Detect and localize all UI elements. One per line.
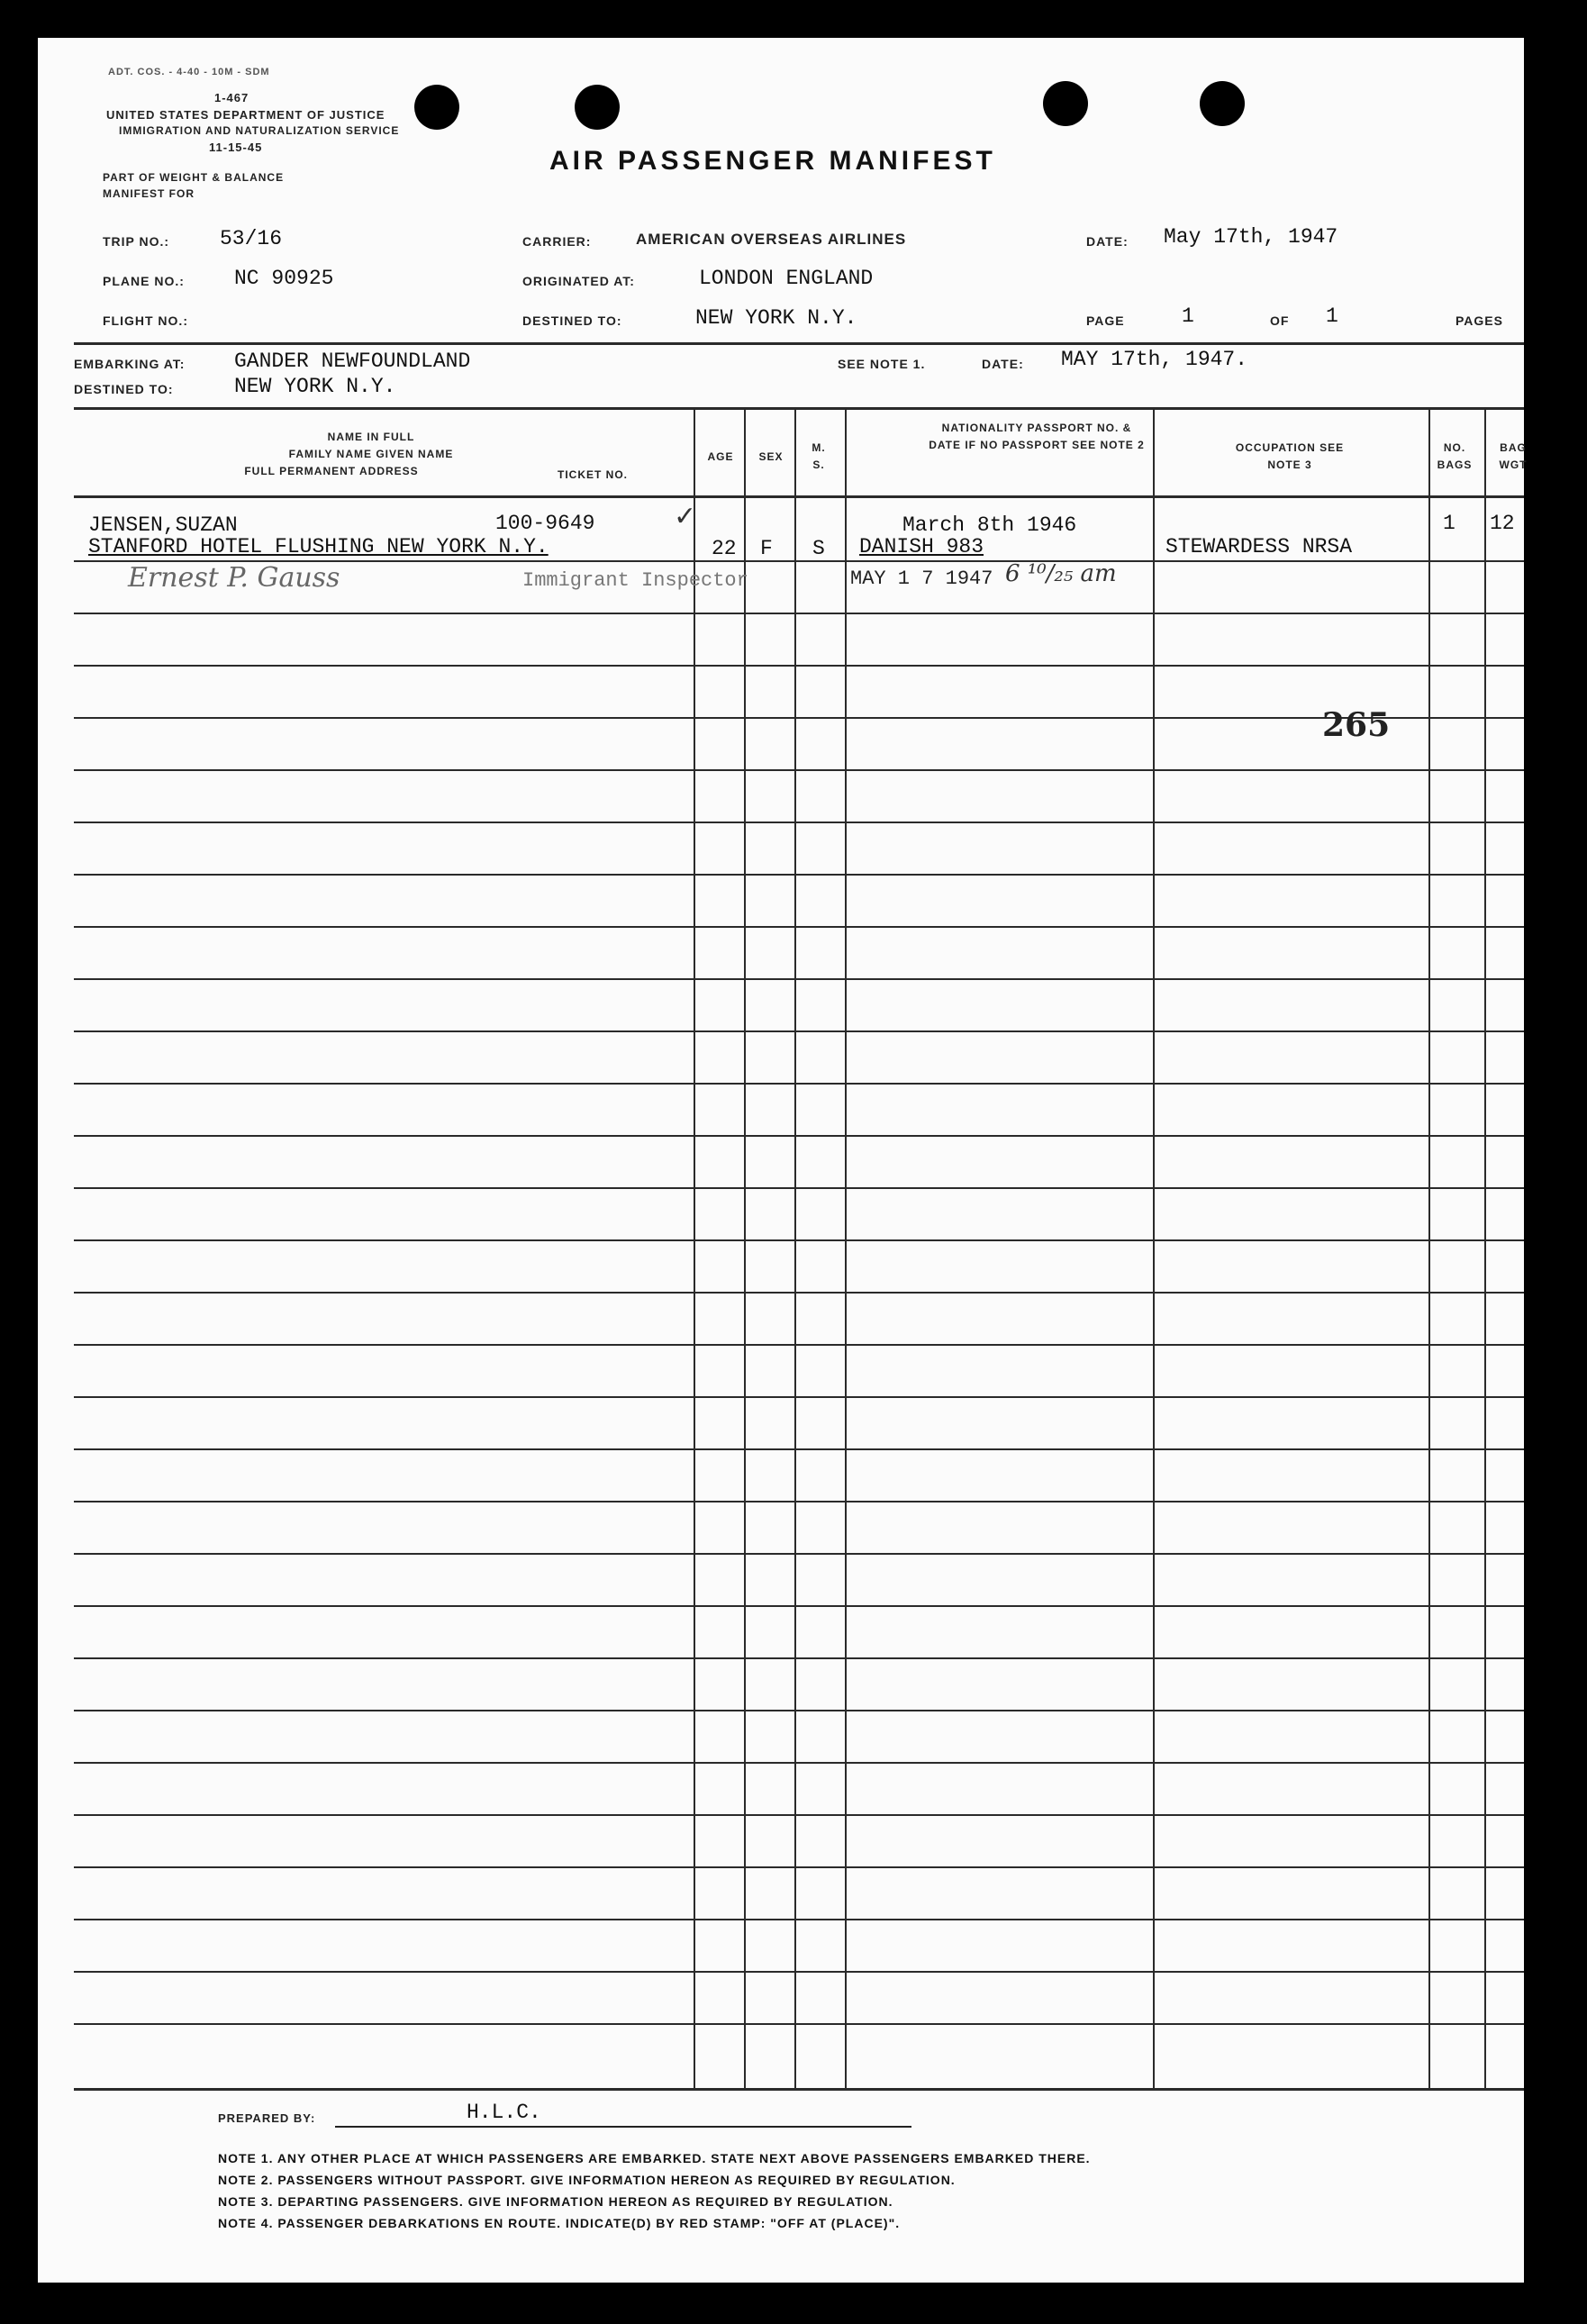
header-ticket: TICKET NO. <box>558 468 628 481</box>
of-value: 1 <box>1326 304 1338 328</box>
prepared-line <box>335 2126 911 2128</box>
row-line <box>74 1083 1524 1085</box>
row-line <box>74 1553 1524 1555</box>
passenger-occupation: STEWARDESS NRSA <box>1165 535 1353 558</box>
table-header-bottom-border <box>74 495 1524 498</box>
header-ms: M. S. <box>812 441 826 471</box>
embarking-label: EMBARKING AT: <box>74 357 186 371</box>
row-line <box>74 1971 1524 1973</box>
page-title: AIR PASSENGER MANIFEST <box>549 146 996 176</box>
passenger-sex: F <box>760 537 773 560</box>
column-divider <box>694 407 695 2090</box>
form-number: 1-467 <box>214 91 249 104</box>
header-sex: SEX <box>758 450 784 463</box>
form-date: 11-15-45 <box>209 141 263 154</box>
row-line <box>74 1396 1524 1398</box>
header-bags: NO. BAGS <box>1437 441 1473 471</box>
row-line <box>74 1501 1524 1502</box>
checkmark-icon: ✓ <box>674 502 697 531</box>
header-nationality: NATIONALITY PASSPORT NO. & DATE IF NO PASSPORT SEE NOTE 2 <box>929 422 1145 451</box>
destination-value: NEW YORK N.Y. <box>695 306 857 330</box>
passenger-nationality: DANISH 983 <box>859 535 984 558</box>
passenger-age: 22 <box>712 537 737 560</box>
punch-hole <box>575 85 620 130</box>
pages-label: PAGES <box>1456 313 1503 328</box>
header-age: AGE <box>707 450 734 463</box>
passenger-ticket: 100-9649 <box>495 512 595 535</box>
header-name <box>146 429 596 463</box>
row-line <box>74 822 1524 823</box>
row-line <box>74 1657 1524 1659</box>
header-occupation: OCCUPATION SEE NOTE 3 <box>1235 441 1345 471</box>
column-divider <box>1484 407 1486 2090</box>
destined-label: DESTINED TO: <box>74 382 174 396</box>
passenger-name: JENSEN,SUZAN <box>88 513 238 537</box>
date-label: DATE: <box>1086 234 1129 249</box>
punch-hole <box>1200 81 1245 126</box>
table-top-border <box>74 407 1524 410</box>
passport-date: March 8th 1946 <box>902 513 1077 537</box>
prepared-label: PREPARED BY: <box>218 2111 316 2125</box>
prepared-value: H.L.C. <box>467 2101 541 2124</box>
row-line <box>74 769 1524 771</box>
column-divider <box>794 407 796 2090</box>
of-label: OF <box>1270 313 1290 328</box>
carrier-label: CARRIER: <box>522 234 592 249</box>
row-line <box>74 1710 1524 1711</box>
date2-label: DATE: <box>982 357 1024 371</box>
row-line <box>74 1239 1524 1241</box>
row-line <box>74 1448 1524 1450</box>
row-line <box>74 1762 1524 1764</box>
row-line <box>74 1605 1524 1607</box>
weight-balance-line1: PART OF WEIGHT & BALANCE <box>103 171 285 184</box>
row-line <box>74 978 1524 980</box>
header-address: FULL PERMANENT ADDRESS <box>244 465 419 477</box>
note-3: NOTE 3. DEPARTING PASSENGERS. GIVE INFORMATION HEREON AS REQUIRED BY REGULATION. <box>218 2194 893 2209</box>
header-divider <box>74 342 1524 345</box>
inspector-stamp-label: Immigrant Inspector <box>522 569 748 592</box>
see-note-1: SEE NOTE 1. <box>838 357 926 371</box>
column-divider <box>744 407 746 2090</box>
row-line <box>74 1919 1524 1920</box>
note-1: NOTE 1. ANY OTHER PLACE AT WHICH PASSENGERS ARE EMBARKED. STATE NEXT ABOVE PASSENGERS EMBARKED THERE. <box>218 2151 1091 2165</box>
header-bag-weight: BAG WGT <box>1499 441 1528 471</box>
row-line <box>74 874 1524 876</box>
header-name-title: NAME IN FULL <box>327 431 415 443</box>
row-line <box>74 665 1524 667</box>
form-code: ADT. COS. - 4-40 - 10M - SDM <box>108 67 270 77</box>
column-divider <box>1153 407 1155 2090</box>
passenger-address: STANFORD HOTEL FLUSHING NEW YORK N.Y. <box>88 535 549 558</box>
bags-count: 1 <box>1443 512 1456 535</box>
row-line <box>74 1030 1524 1032</box>
punch-hole <box>1043 81 1088 126</box>
header-name-sub: FAMILY NAME GIVEN NAME <box>288 448 454 460</box>
page-value: 1 <box>1182 304 1194 328</box>
plane-value: NC 90925 <box>234 267 334 290</box>
row-line <box>74 1344 1524 1346</box>
page-label: PAGE <box>1086 313 1125 328</box>
row-line <box>74 926 1524 928</box>
punch-hole <box>414 85 459 130</box>
note-2: NOTE 2. PASSENGERS WITHOUT PASSPORT. GIVE INFORMATION HEREON AS REQUIRED BY REGULATION. <box>218 2173 956 2187</box>
trip-value: 53/16 <box>220 227 283 250</box>
destined-value: NEW YORK N.Y. <box>234 375 396 398</box>
passenger-marital-status: S <box>812 537 825 560</box>
inspector-hand-note: 6 ¹⁰/₂₅ am <box>1005 560 1117 587</box>
manifest-number: 265 <box>1322 706 1391 744</box>
manifest-page <box>38 38 1528 2283</box>
flight-label: FLIGHT NO.: <box>103 313 188 328</box>
origin-label: ORIGINATED AT: <box>522 274 635 288</box>
row-line <box>74 1814 1524 1816</box>
row-line <box>74 613 1524 614</box>
row-line <box>74 1866 1524 1868</box>
row-line <box>74 1135 1524 1137</box>
row-line <box>74 717 1524 719</box>
weight-balance-line2: MANIFEST FOR <box>103 187 195 200</box>
destination-label: DESTINED TO: <box>522 313 622 328</box>
bag-weight: 12 <box>1490 512 1515 535</box>
row-line <box>74 1187 1524 1189</box>
service-name: IMMIGRATION AND NATURALIZATION SERVICE <box>119 124 400 137</box>
embarking-value: GANDER NEWFOUNDLAND <box>234 350 471 373</box>
inspector-signature: Ernest P. Gauss <box>128 562 340 594</box>
inspector-stamp-date: MAY 1 7 1947 <box>850 567 993 590</box>
plane-label: PLANE NO.: <box>103 274 185 288</box>
origin-value: LONDON ENGLAND <box>699 267 874 290</box>
table-bottom-border <box>74 2088 1524 2091</box>
trip-label: TRIP NO.: <box>103 234 170 249</box>
date-value: May 17th, 1947 <box>1164 225 1338 249</box>
note-4: NOTE 4. PASSENGER DEBARKATIONS EN ROUTE. INDICATE(D) BY RED STAMP: "OFF AT (PLACE)". <box>218 2216 901 2230</box>
carrier-value: AMERICAN OVERSEAS AIRLINES <box>636 231 907 248</box>
row-line <box>74 1292 1524 1294</box>
column-divider <box>845 407 847 2090</box>
row-line <box>74 2023 1524 2025</box>
date2-value: MAY 17th, 1947. <box>1061 348 1248 371</box>
column-divider <box>1428 407 1430 2090</box>
department-name: UNITED STATES DEPARTMENT OF JUSTICE <box>106 108 385 122</box>
